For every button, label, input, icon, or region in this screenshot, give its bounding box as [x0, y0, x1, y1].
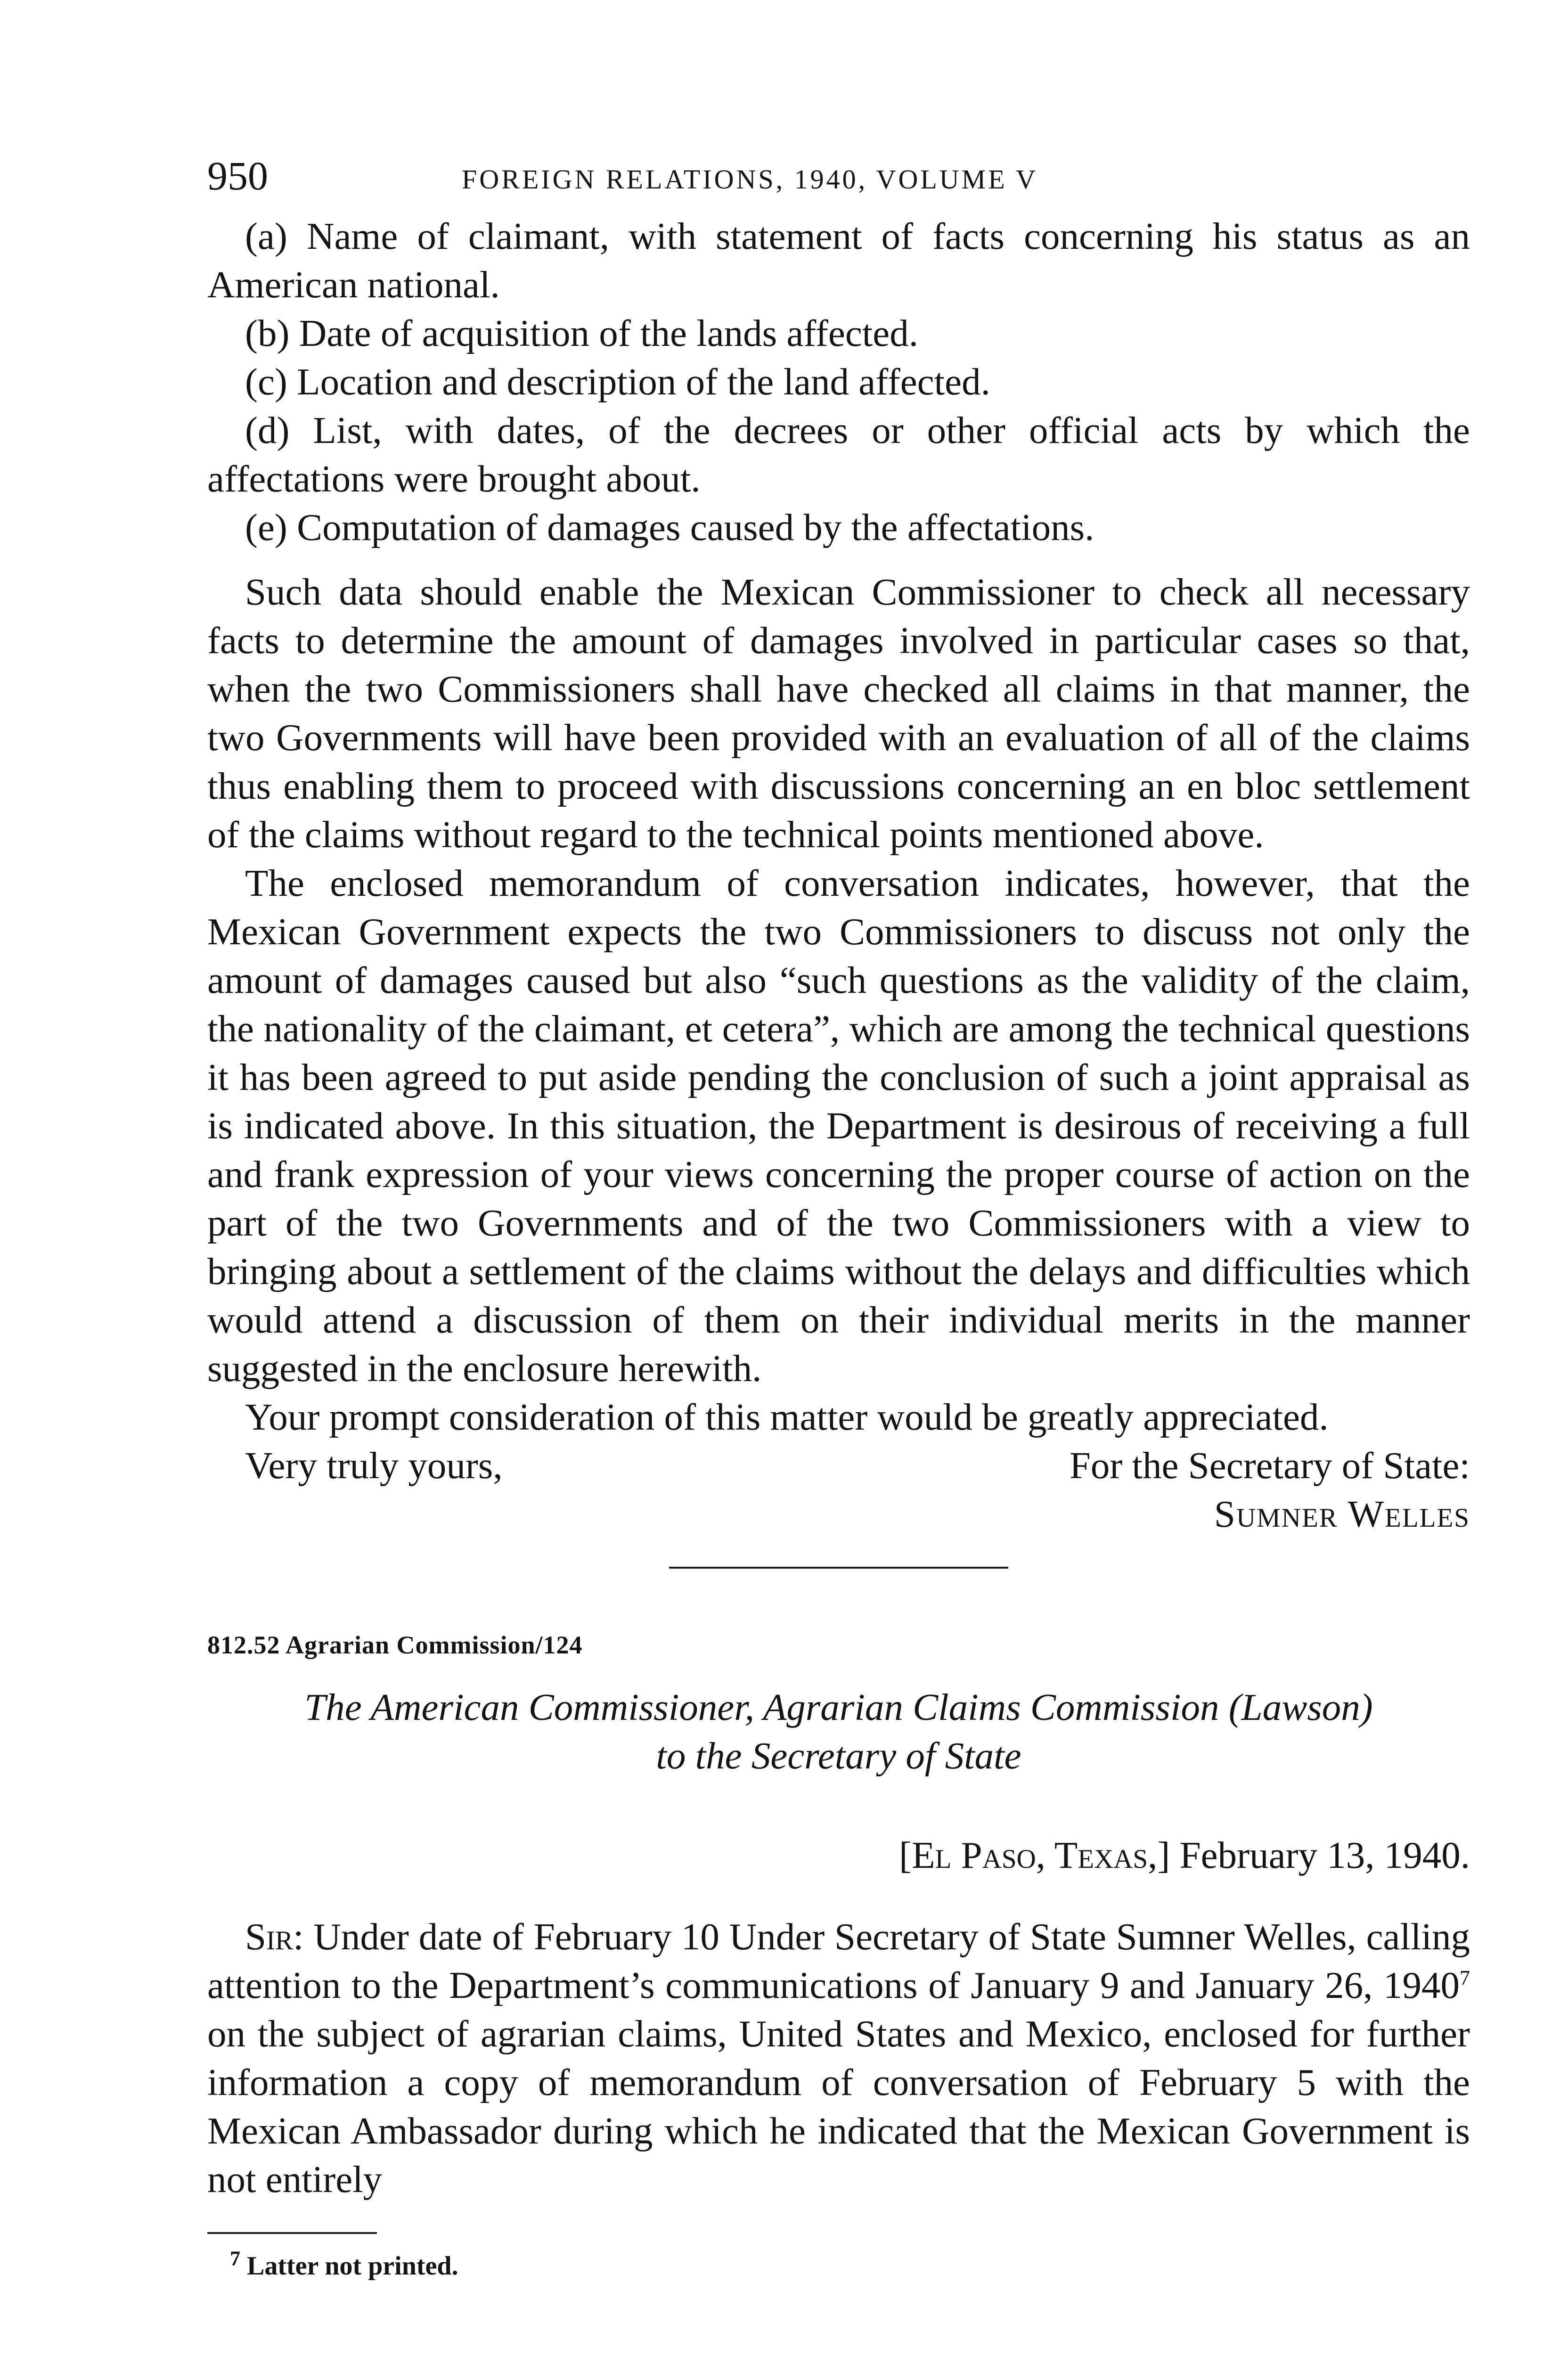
letter-body [207, 568, 1470, 1441]
body-paragraph [207, 1913, 1470, 2204]
body-text: on the subject of agrarian claims, United States and Mexico, enclosed for further information a copy of memorandum of conversation of February 5 with the Mexican Ambassador during which he indicated that the Mexican Government is not entirely [207, 2012, 1470, 2201]
list-marker: (c) [245, 360, 287, 403]
page-header [207, 155, 1470, 212]
list-marker: (b) [245, 312, 290, 354]
footnote-reference: 7 [1460, 1966, 1470, 1989]
list-item [207, 406, 1470, 503]
list-text: Location and description of the land affected. [297, 360, 990, 403]
requirements-list [207, 212, 1470, 552]
document-page [207, 155, 1470, 2279]
footnote-divider [207, 2232, 377, 2234]
title-line: to the Secretary of State [656, 1734, 1021, 1777]
dateline-place: [El Paso, Texas,] [899, 1834, 1170, 1876]
salutation: Sir: [245, 1915, 304, 1958]
on-behalf-line: For the Secretary of State: [1069, 1444, 1470, 1487]
letter-closing [207, 1441, 1470, 1538]
body-paragraph: Such data should enable the Mexican Commissioner to check all necessary facts to determine the amount of damages involved in particular cases so that, when the two Commissioners shall have checked all claims in that manner, the two Governments will have been provided with an evaluation of all of the claims thus enabling them to proceed with discussions concerning an en bloc settlement of the claims without regard to the technical points mentioned above. [207, 571, 1470, 856]
list-item [207, 503, 1470, 552]
list-item [207, 358, 1470, 406]
list-text: Name of claimant, with statement of facts concerning his status as an American national. [207, 215, 1470, 306]
list-marker: (d) [245, 409, 290, 451]
title-line: The American Commissioner, Agrarian Claims Commission (Lawson) [304, 1686, 1373, 1728]
dateline [207, 1831, 1470, 1880]
list-text: List, with dates, of the decrees or other official acts by which the affectations were brought about. [207, 409, 1470, 500]
list-marker: (a) [245, 215, 287, 257]
body-paragraph: Your prompt consideration of this matter would be greatly appreciated. [245, 1396, 1329, 1438]
body-paragraph: The enclosed memorandum of conversation indicates, however, that the Mexican Government expects the two Commissioners to discuss not only the amount of damages caused but also “such questions as the validity of the claim, the nationality of the claimant, et cetera”, which are among the technical questions it has been agreed to put aside pending the conclusion of such a joint appraisal as is indicated above. In this situation, the Department is desirous of receiving a full and frank expression of your views concerning the proper course of action on the part of the two Governments and of the two Commissioners with a view to bringing about a settlement of the claims without the delays and difficulties which would attend a discussion of them on their individual merits in the manner suggested in the enclosure herewith. [207, 862, 1470, 1390]
list-marker: (e) [245, 506, 287, 548]
list-text: Date of acquisition of the lands affected. [299, 312, 918, 354]
dateline-date: February 13, 1940. [1179, 1834, 1470, 1876]
list-text: Computation of damages caused by the affectations. [297, 506, 1094, 548]
complimentary-close: Very truly yours, [245, 1444, 503, 1487]
footnote-text: Latter not printed. [247, 2251, 458, 2281]
running-head: FOREIGN RELATIONS, 1940, VOLUME V [462, 164, 1038, 195]
document-title [207, 1683, 1470, 1780]
footnote-number: 7 [230, 2247, 240, 2270]
file-number: 812.52 Agrarian Commission/124 [207, 1631, 583, 1659]
section-divider [669, 1567, 1008, 1569]
list-item [207, 309, 1470, 358]
body-text: Under date of February 10 Under Secretary of State Sumner Welles, calling attention to the Department’s communications of January 9 and January 26, 1940 [207, 1915, 1470, 2006]
second-letter-body [207, 1913, 1470, 2204]
signature: Sumner Welles [1214, 1493, 1470, 1535]
page-number: 950 [207, 153, 268, 198]
footnote [207, 2247, 1470, 2281]
list-item [207, 212, 1470, 309]
